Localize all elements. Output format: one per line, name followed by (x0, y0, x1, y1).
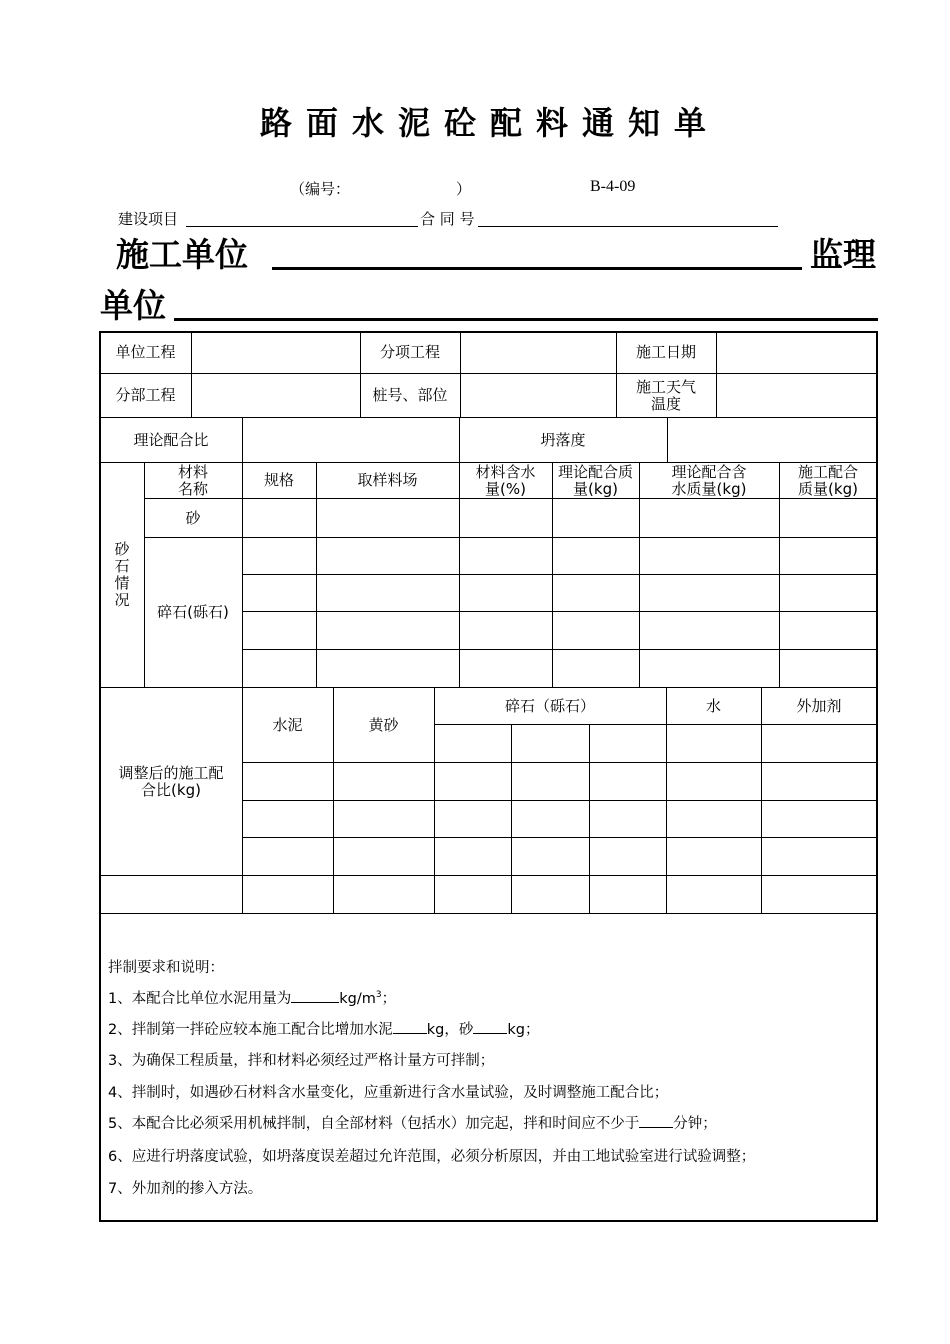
cement-dosage-blank[interactable] (291, 1002, 339, 1003)
theoretical-ratio-field[interactable] (243, 418, 459, 462)
note-7: 7、外加剂的掺入方法。 (108, 1181, 263, 1197)
station-location-field[interactable] (461, 374, 616, 417)
note-6: 6、应进行坍落度试验，如坍落度误差超过允许范围，必须分析原因，并由工地试验室进行试验调整； (108, 1149, 756, 1165)
cement-header: 水泥 (272, 715, 303, 734)
sub-item-field[interactable] (461, 331, 616, 373)
col-const-mass: 施工配合 质量(kg) (797, 462, 858, 498)
admixture-header: 外加剂 (796, 696, 842, 715)
extra-cement-blank[interactable] (393, 1033, 427, 1034)
division-project-label: 分部工程 (115, 386, 176, 404)
gravel-row-label: 碎石(砾石) (157, 603, 229, 621)
theoretical-ratio-label: 理论配合比 (133, 430, 209, 449)
contractor-label: 施工单位 (116, 235, 248, 274)
col-material-name: 材料 名称 (177, 462, 208, 498)
construction-date-label: 施工日期 (635, 342, 696, 361)
project-blank[interactable] (186, 226, 418, 227)
col-theo-mass: 理论配合质 量(kg) (557, 462, 633, 498)
extra-sand-blank[interactable] (473, 1033, 507, 1034)
supervisor-label-cont: 单位 (100, 286, 166, 325)
form-code: B-4-09 (590, 178, 636, 195)
mix-time-blank[interactable] (639, 1127, 673, 1128)
supervisor-blank[interactable] (174, 318, 878, 321)
sand-row-label: 砂 (185, 508, 201, 527)
aggregate-section-label: 砂 石 情 况 (114, 540, 130, 609)
note-1: 1、本配合比单位水泥用量为 $kg/m^3$； (108, 990, 397, 1007)
col-theo-water: 理论配合含 水质量(kg) (671, 462, 747, 498)
construction-date-field[interactable] (717, 331, 877, 373)
slump-field[interactable] (668, 418, 877, 462)
adjusted-ratio-label: 调整后的施工配 合比(kg) (118, 763, 224, 799)
col-spec: 规格 (263, 471, 294, 489)
supervisor-label: 监理 (810, 235, 876, 274)
serial-close: ） (456, 180, 472, 198)
contract-blank[interactable] (478, 226, 778, 227)
division-project-field[interactable] (192, 374, 360, 417)
serial-label: （编号： (290, 180, 351, 198)
contract-label: 合 同 号 (420, 210, 475, 228)
notes-heading: 拌制要求和说明： (108, 960, 224, 976)
note-5: 5、本配合比必须采用机械拌制，自全部材料（包括水）加完起，拌和时间应不少于 分钟； (108, 1116, 717, 1132)
col-moisture: 材料含水 量(%) (475, 462, 536, 498)
water-header: 水 (705, 696, 721, 715)
slump-label: 坍落度 (540, 430, 586, 449)
note-4: 4、拌制时，如遇砂石材料含水量变化，应重新进行含水量试验，及时调整施工配合比； (108, 1085, 669, 1101)
sub-item-label: 分项工程 (379, 342, 440, 361)
weather-temp-field[interactable] (717, 374, 877, 417)
weather-temp-label: 施工天气 温度 (635, 377, 696, 413)
note-3: 3、为确保工程质量，拌和材料必须经过严格计量方可拌制； (108, 1053, 495, 1069)
yellow-sand-header: 黄砂 (368, 715, 399, 734)
contractor-blank[interactable] (272, 267, 802, 270)
project-label: 建设项目 (118, 210, 179, 228)
page-title: 路面水泥砼配料通知单 (259, 104, 720, 142)
unit-project-label: 单位工程 (115, 342, 176, 361)
col-source: 取样料场 (357, 471, 418, 489)
note-2: 2、拌制第一拌砼应较本施工配合比增加水泥 kg，砂 kg； (108, 1022, 540, 1038)
unit-project-field[interactable] (192, 331, 360, 373)
station-location-label: 桩号、部位 (372, 386, 448, 404)
gravel-header: 碎石（砾石） (504, 696, 595, 715)
